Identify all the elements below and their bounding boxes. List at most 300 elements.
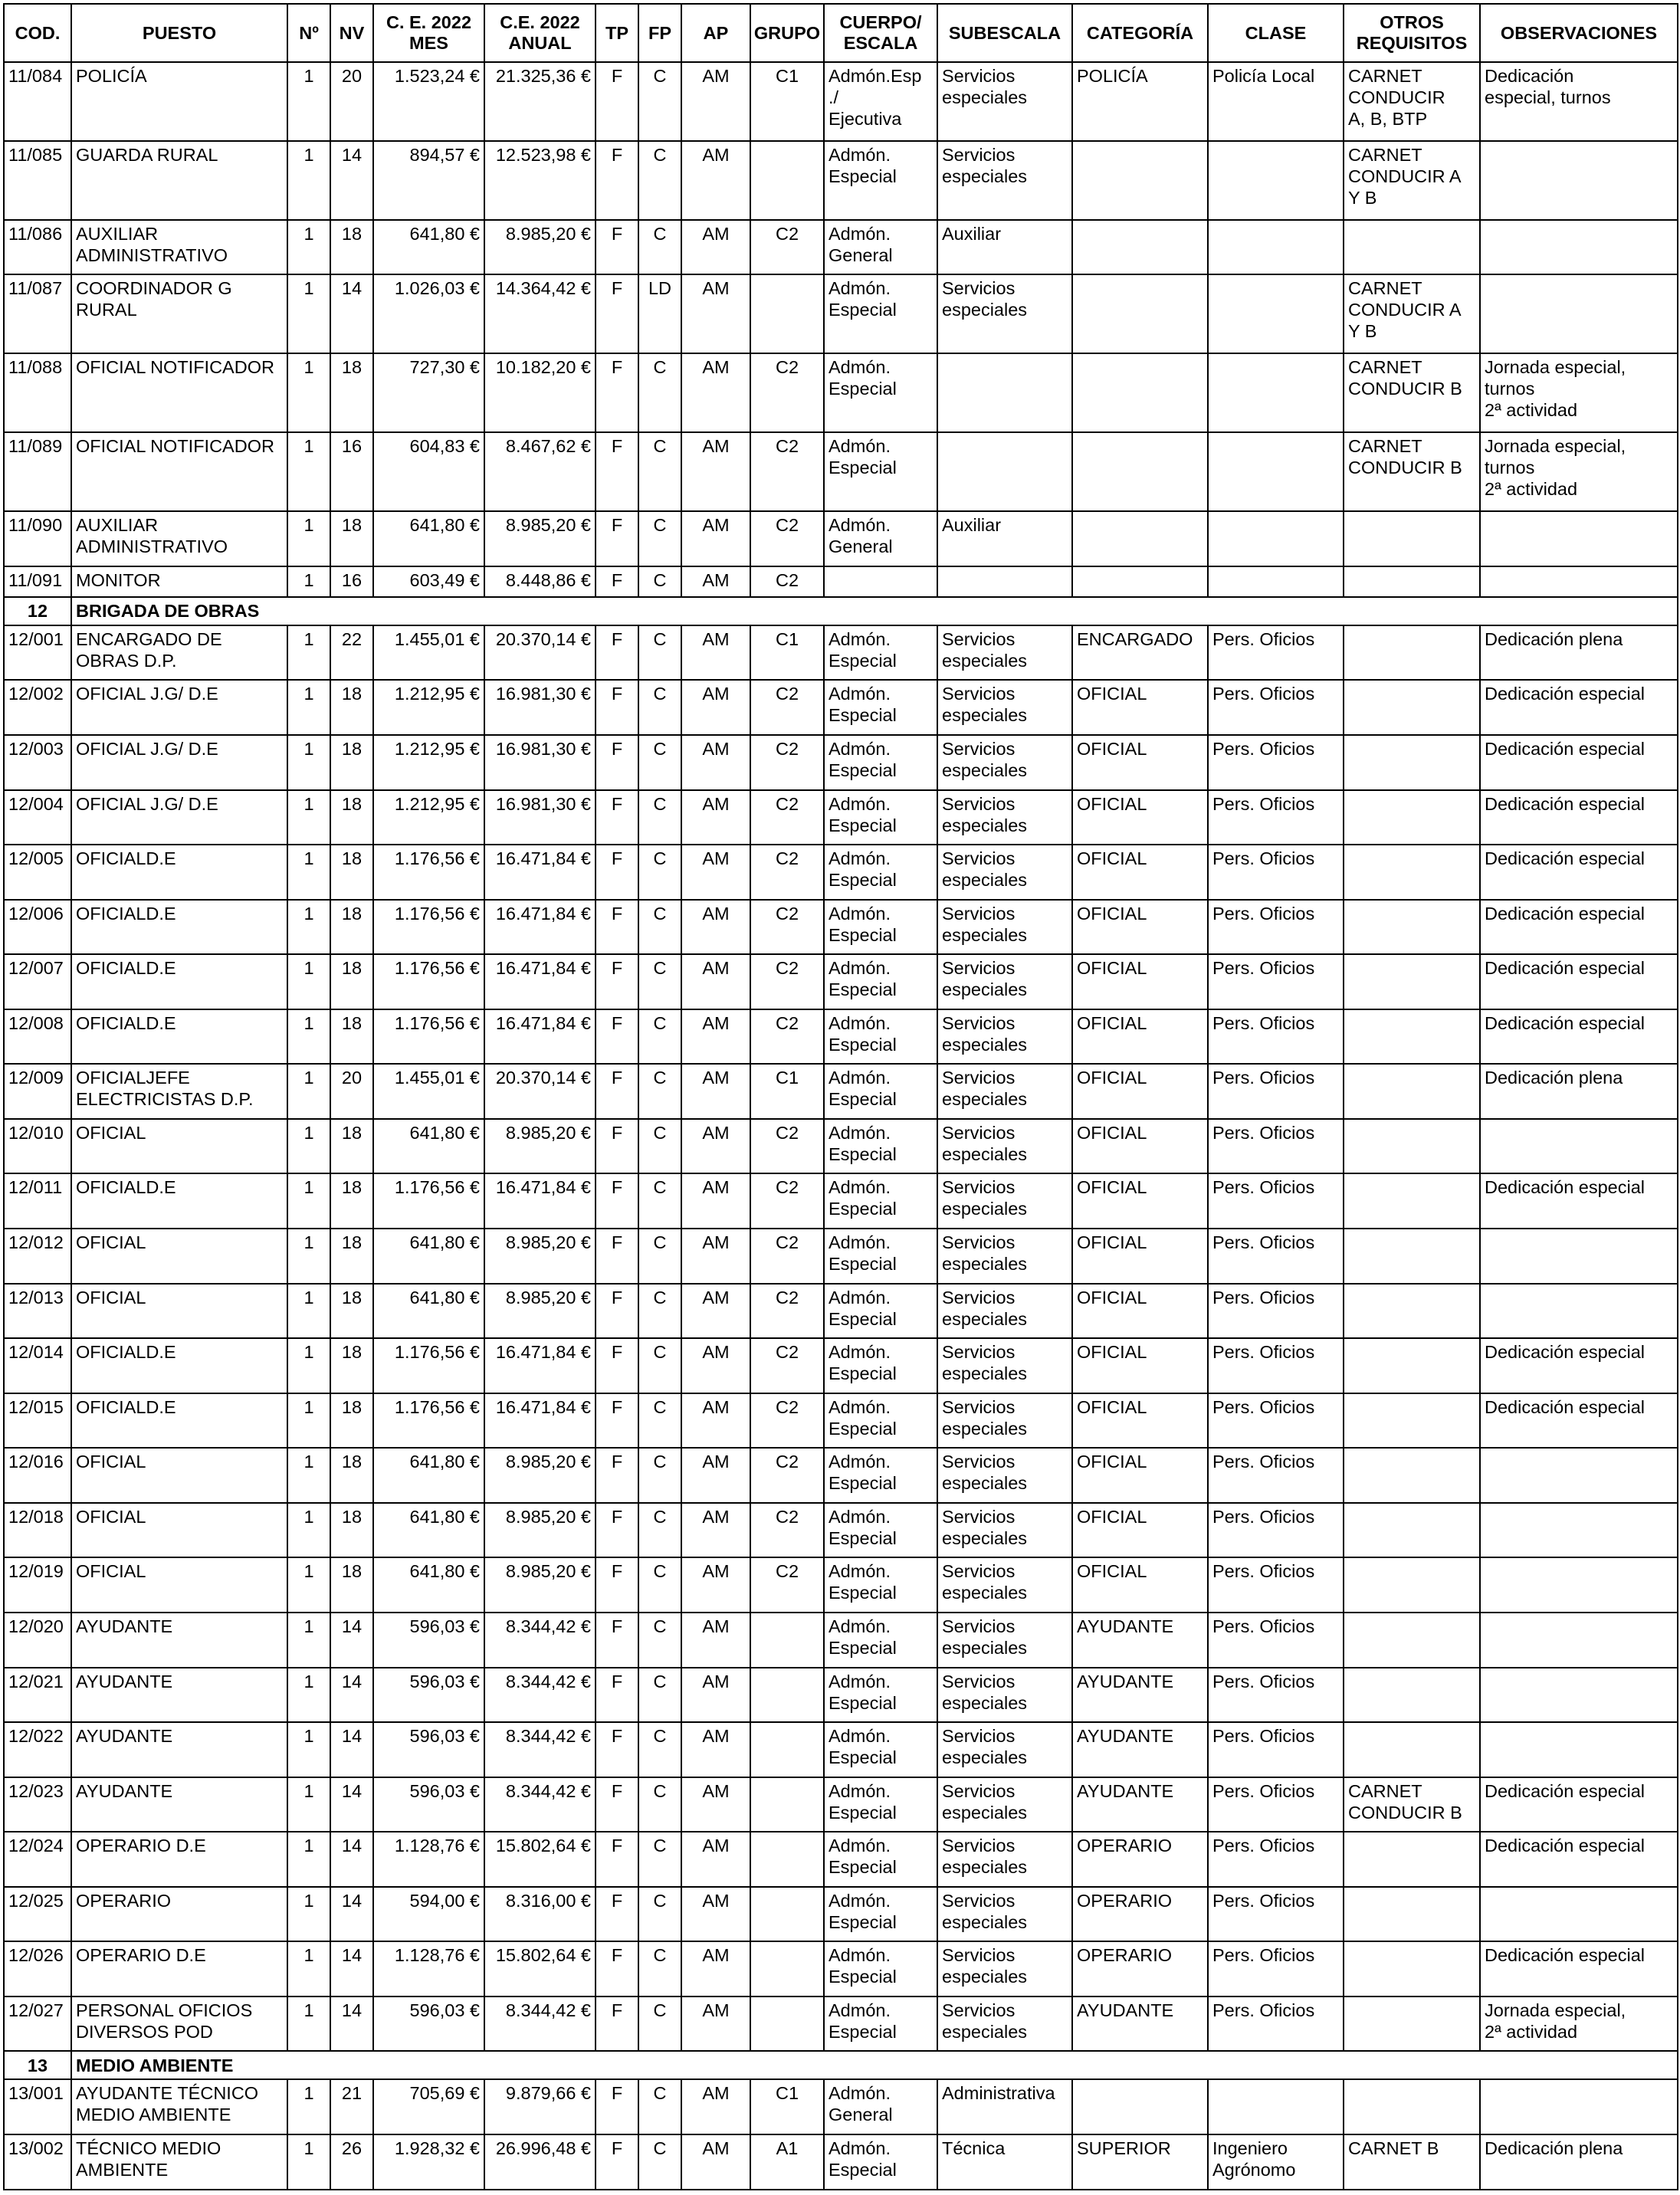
- cell-puesto: ENCARGADO DE OBRAS D.P.: [71, 625, 287, 681]
- cell-num: 1: [287, 1393, 330, 1449]
- cell-tp: F: [596, 790, 638, 845]
- cell-tp: F: [596, 1119, 638, 1174]
- cell-ce-anual: 16.471,84 €: [484, 954, 596, 1009]
- table-row: [4, 511, 1678, 566]
- cell-ce-mes: 1.928,32 €: [373, 2134, 484, 2190]
- cell-ce-anual: 8.316,00 €: [484, 1887, 596, 1942]
- cell-ap: AM: [681, 566, 750, 597]
- cell-observaciones: [1480, 511, 1678, 566]
- cell-nv: 18: [330, 1009, 373, 1065]
- cell-cuerpo-escala: Admón. Especial: [824, 1009, 937, 1065]
- cell-nv: 14: [330, 1996, 373, 2052]
- cell-cuerpo-escala: Admón. Especial: [824, 274, 937, 353]
- cell-observaciones: [1480, 141, 1678, 220]
- cell-num: 1: [287, 1668, 330, 1723]
- cell-num: 1: [287, 680, 330, 735]
- cell-nv: 14: [330, 1613, 373, 1668]
- cell-clase: Pers. Oficios: [1208, 1448, 1344, 1503]
- cell-fp: C: [638, 1009, 681, 1065]
- cell-cod: 12/021: [4, 1668, 71, 1723]
- cell-observaciones: [1480, 1119, 1678, 1174]
- cell-ap: AM: [681, 1503, 750, 1558]
- cell-nv: 18: [330, 1557, 373, 1613]
- cell-fp: C: [638, 1996, 681, 2052]
- cell-puesto: OFICIAL: [71, 1119, 287, 1174]
- cell-cod: 13/001: [4, 2079, 71, 2134]
- cell-ce-anual: 16.471,84 €: [484, 900, 596, 955]
- cell-categoria: [1072, 511, 1208, 566]
- cell-subescala: Servicios especiales: [937, 1338, 1072, 1393]
- cell-nv: 18: [330, 1448, 373, 1503]
- cell-otros-requisitos: [1344, 511, 1480, 566]
- cell-fp: C: [638, 1393, 681, 1449]
- cell-grupo: C2: [750, 845, 824, 900]
- cell-ce-mes: 641,80 €: [373, 1557, 484, 1613]
- cell-grupo: C2: [750, 1503, 824, 1558]
- cell-fp: C: [638, 1557, 681, 1613]
- column-header-subescala: SUBESCALA: [937, 4, 1072, 62]
- cell-fp: C: [638, 1448, 681, 1503]
- table-row: [4, 274, 1678, 353]
- cell-tp: F: [596, 1941, 638, 1996]
- cell-cod: 12/001: [4, 625, 71, 681]
- cell-num: 1: [287, 1557, 330, 1613]
- cell-ap: AM: [681, 432, 750, 511]
- cell-ce-mes: 1.026,03 €: [373, 274, 484, 353]
- cell-fp: C: [638, 845, 681, 900]
- cell-ap: AM: [681, 141, 750, 220]
- cell-subescala: Servicios especiales: [937, 141, 1072, 220]
- cell-num: 1: [287, 1009, 330, 1065]
- cell-puesto: OFICIAL J.G/ D.E: [71, 680, 287, 735]
- cell-tp: F: [596, 1338, 638, 1393]
- table-row: [4, 1668, 1678, 1723]
- cell-subescala: Servicios especiales: [937, 1996, 1072, 2052]
- cell-cod: 12/006: [4, 900, 71, 955]
- section-title: MEDIO AMBIENTE: [71, 2051, 1678, 2079]
- cell-cuerpo-escala: Admón. Especial: [824, 845, 937, 900]
- cell-ce-mes: 1.212,95 €: [373, 680, 484, 735]
- cell-num: 1: [287, 1338, 330, 1393]
- column-header-cuerpo-escala: CUERPO/ ESCALA: [824, 4, 937, 62]
- cell-ce-anual: 8.985,20 €: [484, 1229, 596, 1284]
- cell-ce-mes: 1.176,56 €: [373, 1393, 484, 1449]
- cell-puesto: OFICIALD.E: [71, 1009, 287, 1065]
- cell-ap: AM: [681, 62, 750, 141]
- cell-puesto: OFICIALD.E: [71, 954, 287, 1009]
- cell-observaciones: Dedicación especial: [1480, 845, 1678, 900]
- cell-otros-requisitos: [1344, 954, 1480, 1009]
- cell-otros-requisitos: [1344, 1996, 1480, 2052]
- cell-otros-requisitos: [1344, 1448, 1480, 1503]
- cell-tp: F: [596, 220, 638, 275]
- cell-ap: AM: [681, 1448, 750, 1503]
- cell-grupo: C2: [750, 1009, 824, 1065]
- cell-clase: Pers. Oficios: [1208, 735, 1344, 790]
- cell-subescala: Servicios especiales: [937, 845, 1072, 900]
- cell-observaciones: Dedicación plena: [1480, 625, 1678, 681]
- cell-puesto: OFICIAL: [71, 1448, 287, 1503]
- cell-ce-anual: 8.344,42 €: [484, 1613, 596, 1668]
- cell-puesto: OFICIALD.E: [71, 900, 287, 955]
- cell-ce-mes: 1.176,56 €: [373, 1009, 484, 1065]
- cell-nv: 14: [330, 1887, 373, 1942]
- cell-cuerpo-escala: Admón. Especial: [824, 1887, 937, 1942]
- cell-ce-mes: 727,30 €: [373, 353, 484, 432]
- cell-grupo: [750, 1777, 824, 1832]
- cell-subescala: Servicios especiales: [937, 790, 1072, 845]
- cell-fp: C: [638, 511, 681, 566]
- table-row: [4, 1722, 1678, 1777]
- cell-ap: AM: [681, 1009, 750, 1065]
- cell-cuerpo-escala: Admón. Especial: [824, 1722, 937, 1777]
- table-header-row: [4, 4, 1678, 62]
- cell-ce-anual: 21.325,36 €: [484, 62, 596, 141]
- cell-clase: [1208, 511, 1344, 566]
- cell-num: 1: [287, 141, 330, 220]
- cell-otros-requisitos: [1344, 735, 1480, 790]
- cell-ap: AM: [681, 1119, 750, 1174]
- cell-fp: C: [638, 62, 681, 141]
- cell-ap: AM: [681, 1941, 750, 1996]
- table-row: [4, 62, 1678, 141]
- column-header-cod: COD.: [4, 4, 71, 62]
- cell-ce-mes: 894,57 €: [373, 141, 484, 220]
- cell-num: 1: [287, 1996, 330, 2052]
- cell-otros-requisitos: [1344, 1393, 1480, 1449]
- cell-clase: Pers. Oficios: [1208, 1064, 1344, 1119]
- cell-fp: C: [638, 353, 681, 432]
- column-header-fp: FP: [638, 4, 681, 62]
- cell-tp: F: [596, 1777, 638, 1832]
- cell-categoria: AYUDANTE: [1072, 1777, 1208, 1832]
- cell-ce-mes: 596,03 €: [373, 1722, 484, 1777]
- cell-grupo: C2: [750, 900, 824, 955]
- cell-tp: F: [596, 680, 638, 735]
- cell-grupo: [750, 1941, 824, 1996]
- cell-subescala: Servicios especiales: [937, 1613, 1072, 1668]
- cell-observaciones: Jornada especial, turnos 2ª actividad: [1480, 353, 1678, 432]
- column-header-tp: TP: [596, 4, 638, 62]
- cell-tp: F: [596, 1284, 638, 1339]
- cell-ce-mes: 1.128,76 €: [373, 1941, 484, 1996]
- cell-categoria: OFICIAL: [1072, 954, 1208, 1009]
- cell-puesto: OFICIAL: [71, 1557, 287, 1613]
- cell-ce-mes: 1.176,56 €: [373, 1338, 484, 1393]
- cell-grupo: [750, 141, 824, 220]
- cell-subescala: Servicios especiales: [937, 1722, 1072, 1777]
- table-row: [4, 2079, 1678, 2134]
- cell-fp: LD: [638, 274, 681, 353]
- cell-clase: [1208, 274, 1344, 353]
- cell-num: 1: [287, 1173, 330, 1229]
- cell-otros-requisitos: [1344, 1887, 1480, 1942]
- table-row: [4, 1557, 1678, 1613]
- cell-cuerpo-escala: Admón. Especial: [824, 1173, 937, 1229]
- cell-ce-anual: 16.471,84 €: [484, 1173, 596, 1229]
- cell-clase: Pers. Oficios: [1208, 680, 1344, 735]
- cell-grupo: [750, 1887, 824, 1942]
- cell-puesto: AYUDANTE: [71, 1668, 287, 1723]
- cell-fp: C: [638, 1229, 681, 1284]
- cell-ce-anual: 8.985,20 €: [484, 1284, 596, 1339]
- cell-ce-mes: 641,80 €: [373, 1119, 484, 1174]
- cell-otros-requisitos: [1344, 1832, 1480, 1887]
- cell-clase: Pers. Oficios: [1208, 790, 1344, 845]
- cell-grupo: C2: [750, 1557, 824, 1613]
- cell-cuerpo-escala: Admón. Especial: [824, 625, 937, 681]
- cell-ap: AM: [681, 1613, 750, 1668]
- cell-ce-mes: 1.212,95 €: [373, 735, 484, 790]
- cell-ce-mes: 641,80 €: [373, 1284, 484, 1339]
- table-row: [4, 1229, 1678, 1284]
- cell-fp: C: [638, 220, 681, 275]
- cell-nv: 22: [330, 625, 373, 681]
- column-header-ce-anual: C.E. 2022 ANUAL: [484, 4, 596, 62]
- cell-clase: Pers. Oficios: [1208, 1173, 1344, 1229]
- cell-subescala: Auxiliar: [937, 511, 1072, 566]
- cell-grupo: [750, 1996, 824, 2052]
- table-row: [4, 1338, 1678, 1393]
- cell-cod: 13/002: [4, 2134, 71, 2190]
- cell-cod: 11/090: [4, 511, 71, 566]
- cell-cod: 11/091: [4, 566, 71, 597]
- cell-cod: 12/020: [4, 1613, 71, 1668]
- cell-observaciones: Dedicación especial: [1480, 900, 1678, 955]
- cell-cod: 12/025: [4, 1887, 71, 1942]
- table-row: [4, 735, 1678, 790]
- cell-puesto: OFICIAL: [71, 1284, 287, 1339]
- cell-num: 1: [287, 625, 330, 681]
- cell-puesto: AYUDANTE: [71, 1613, 287, 1668]
- cell-tp: F: [596, 2079, 638, 2134]
- cell-nv: 16: [330, 432, 373, 511]
- cell-tp: F: [596, 1229, 638, 1284]
- cell-cod: 12/004: [4, 790, 71, 845]
- cell-categoria: AYUDANTE: [1072, 1996, 1208, 2052]
- column-header-clase: CLASE: [1208, 4, 1344, 62]
- cell-cuerpo-escala: Admón. Especial: [824, 1119, 937, 1174]
- cell-nv: 18: [330, 900, 373, 955]
- table-row: [4, 790, 1678, 845]
- cell-cuerpo-escala: Admón. Especial: [824, 1338, 937, 1393]
- cell-fp: C: [638, 790, 681, 845]
- cell-observaciones: Dedicación especial: [1480, 790, 1678, 845]
- cell-categoria: [1072, 2079, 1208, 2134]
- cell-clase: Pers. Oficios: [1208, 1557, 1344, 1613]
- cell-cuerpo-escala: Admón. Especial: [824, 1229, 937, 1284]
- cell-puesto: OFICIAL NOTIFICADOR: [71, 353, 287, 432]
- column-header-otros-requisitos: OTROS REQUISITOS: [1344, 4, 1480, 62]
- cell-clase: Pers. Oficios: [1208, 954, 1344, 1009]
- cell-num: 1: [287, 1229, 330, 1284]
- cell-tp: F: [596, 1832, 638, 1887]
- column-header-categoria: CATEGORÍA: [1072, 4, 1208, 62]
- cell-grupo: C2: [750, 432, 824, 511]
- cell-num: 1: [287, 353, 330, 432]
- cell-nv: 18: [330, 220, 373, 275]
- cell-observaciones: [1480, 274, 1678, 353]
- cell-otros-requisitos: CARNET B: [1344, 2134, 1480, 2190]
- cell-puesto: OFICIAL: [71, 1229, 287, 1284]
- cell-num: 1: [287, 1941, 330, 1996]
- cell-cod: 11/087: [4, 274, 71, 353]
- cell-puesto: AYUDANTE: [71, 1722, 287, 1777]
- cell-ce-anual: 8.985,20 €: [484, 1448, 596, 1503]
- cell-categoria: OPERARIO: [1072, 1832, 1208, 1887]
- cell-num: 1: [287, 220, 330, 275]
- cell-grupo: C2: [750, 1229, 824, 1284]
- cell-num: 1: [287, 735, 330, 790]
- cell-observaciones: [1480, 1448, 1678, 1503]
- cell-ce-mes: 1.176,56 €: [373, 900, 484, 955]
- cell-observaciones: Dedicación plena: [1480, 2134, 1678, 2190]
- cell-clase: Pers. Oficios: [1208, 1668, 1344, 1723]
- cell-tp: F: [596, 566, 638, 597]
- cell-fp: C: [638, 1338, 681, 1393]
- cell-tp: F: [596, 1996, 638, 2052]
- cell-ce-anual: 16.981,30 €: [484, 790, 596, 845]
- cell-tp: F: [596, 432, 638, 511]
- cell-ce-mes: 604,83 €: [373, 432, 484, 511]
- cell-observaciones: Dedicación especial: [1480, 1777, 1678, 1832]
- cell-otros-requisitos: CARNET CONDUCIR A, B, BTP: [1344, 62, 1480, 141]
- cell-clase: [1208, 432, 1344, 511]
- table-row: [4, 220, 1678, 275]
- cell-cod: 12/014: [4, 1338, 71, 1393]
- cell-subescala: Servicios especiales: [937, 1557, 1072, 1613]
- cell-nv: 18: [330, 954, 373, 1009]
- column-header-grupo: GRUPO: [750, 4, 824, 62]
- cell-cod: 12/013: [4, 1284, 71, 1339]
- cell-ce-mes: 1.523,24 €: [373, 62, 484, 141]
- cell-grupo: C1: [750, 62, 824, 141]
- cell-otros-requisitos: [1344, 1284, 1480, 1339]
- cell-categoria: [1072, 141, 1208, 220]
- cell-otros-requisitos: [1344, 1941, 1480, 1996]
- cell-ce-anual: 26.996,48 €: [484, 2134, 596, 2190]
- cell-otros-requisitos: [1344, 1119, 1480, 1174]
- cell-puesto: AUXILIAR ADMINISTRATIVO: [71, 220, 287, 275]
- cell-grupo: C2: [750, 954, 824, 1009]
- section-row: [4, 2051, 1678, 2079]
- cell-num: 1: [287, 1284, 330, 1339]
- cell-ce-mes: 1.128,76 €: [373, 1832, 484, 1887]
- cell-otros-requisitos: [1344, 1229, 1480, 1284]
- cell-grupo: C2: [750, 1338, 824, 1393]
- cell-fp: C: [638, 2134, 681, 2190]
- cell-ap: AM: [681, 220, 750, 275]
- table-body: [4, 62, 1678, 2190]
- cell-categoria: OFICIAL: [1072, 1229, 1208, 1284]
- cell-cuerpo-escala: Admón. Especial: [824, 680, 937, 735]
- cell-categoria: OFICIAL: [1072, 1393, 1208, 1449]
- cell-ce-anual: 15.802,64 €: [484, 1941, 596, 1996]
- cell-ce-mes: 1.455,01 €: [373, 625, 484, 681]
- cell-puesto: POLICÍA: [71, 62, 287, 141]
- cell-puesto: OFICIALD.E: [71, 1173, 287, 1229]
- cell-observaciones: [1480, 1613, 1678, 1668]
- cell-nv: 18: [330, 511, 373, 566]
- cell-ap: AM: [681, 1777, 750, 1832]
- cell-cod: 12/005: [4, 845, 71, 900]
- cell-subescala: Servicios especiales: [937, 1393, 1072, 1449]
- cell-ap: AM: [681, 353, 750, 432]
- cell-ce-anual: 8.344,42 €: [484, 1777, 596, 1832]
- column-header-ap: AP: [681, 4, 750, 62]
- table-row: [4, 353, 1678, 432]
- cell-ce-anual: 8.985,20 €: [484, 1503, 596, 1558]
- cell-subescala: Administrativa: [937, 2079, 1072, 2134]
- cell-nv: 18: [330, 1229, 373, 1284]
- cell-categoria: ENCARGADO: [1072, 625, 1208, 681]
- cell-puesto: AUXILIAR ADMINISTRATIVO: [71, 511, 287, 566]
- cell-ap: AM: [681, 735, 750, 790]
- cell-ce-mes: 1.212,95 €: [373, 790, 484, 845]
- table-row: [4, 1284, 1678, 1339]
- cell-cod: 12/019: [4, 1557, 71, 1613]
- cell-puesto: AYUDANTE TÉCNICO MEDIO AMBIENTE: [71, 2079, 287, 2134]
- cell-tp: F: [596, 274, 638, 353]
- cell-cuerpo-escala: Admón. Especial: [824, 954, 937, 1009]
- cell-subescala: [937, 566, 1072, 597]
- cell-subescala: Servicios especiales: [937, 625, 1072, 681]
- cell-categoria: [1072, 220, 1208, 275]
- table-row: [4, 1832, 1678, 1887]
- cell-puesto: AYUDANTE: [71, 1777, 287, 1832]
- cell-cuerpo-escala: Admón. Especial: [824, 735, 937, 790]
- cell-observaciones: Dedicación especial: [1480, 1941, 1678, 1996]
- cell-clase: Pers. Oficios: [1208, 1832, 1344, 1887]
- cell-cuerpo-escala: Admón. Especial: [824, 1941, 937, 1996]
- cell-tp: F: [596, 900, 638, 955]
- cell-observaciones: Dedicación especial: [1480, 1832, 1678, 1887]
- cell-clase: Pers. Oficios: [1208, 1613, 1344, 1668]
- cell-nv: 14: [330, 1722, 373, 1777]
- cell-subescala: Servicios especiales: [937, 1284, 1072, 1339]
- cell-grupo: C1: [750, 2079, 824, 2134]
- cell-cod: 12/022: [4, 1722, 71, 1777]
- cell-tp: F: [596, 353, 638, 432]
- cell-observaciones: [1480, 1722, 1678, 1777]
- cell-otros-requisitos: [1344, 1722, 1480, 1777]
- cell-ce-anual: 20.370,14 €: [484, 625, 596, 681]
- cell-observaciones: [1480, 1887, 1678, 1942]
- cell-tp: F: [596, 1613, 638, 1668]
- cell-ap: AM: [681, 1284, 750, 1339]
- cell-categoria: OFICIAL: [1072, 1284, 1208, 1339]
- cell-puesto: OFICIALD.E: [71, 1393, 287, 1449]
- cell-num: 1: [287, 2079, 330, 2134]
- cell-ap: AM: [681, 1338, 750, 1393]
- cell-ce-anual: 10.182,20 €: [484, 353, 596, 432]
- cell-puesto: OFICIAL: [71, 1503, 287, 1558]
- cell-clase: [1208, 141, 1344, 220]
- cell-nv: 18: [330, 680, 373, 735]
- cell-categoria: OFICIAL: [1072, 790, 1208, 845]
- cell-subescala: Servicios especiales: [937, 1229, 1072, 1284]
- cell-ce-mes: 603,49 €: [373, 566, 484, 597]
- cell-ce-anual: 16.471,84 €: [484, 1393, 596, 1449]
- cell-ce-anual: 8.985,20 €: [484, 1119, 596, 1174]
- cell-tp: F: [596, 1887, 638, 1942]
- cell-cuerpo-escala: Admón.Esp ./ Ejecutiva: [824, 62, 937, 141]
- cell-ce-anual: 16.471,84 €: [484, 845, 596, 900]
- cell-observaciones: Dedicación especial: [1480, 735, 1678, 790]
- cell-nv: 20: [330, 1064, 373, 1119]
- section-title: BRIGADA DE OBRAS: [71, 597, 1678, 625]
- cell-grupo: C2: [750, 790, 824, 845]
